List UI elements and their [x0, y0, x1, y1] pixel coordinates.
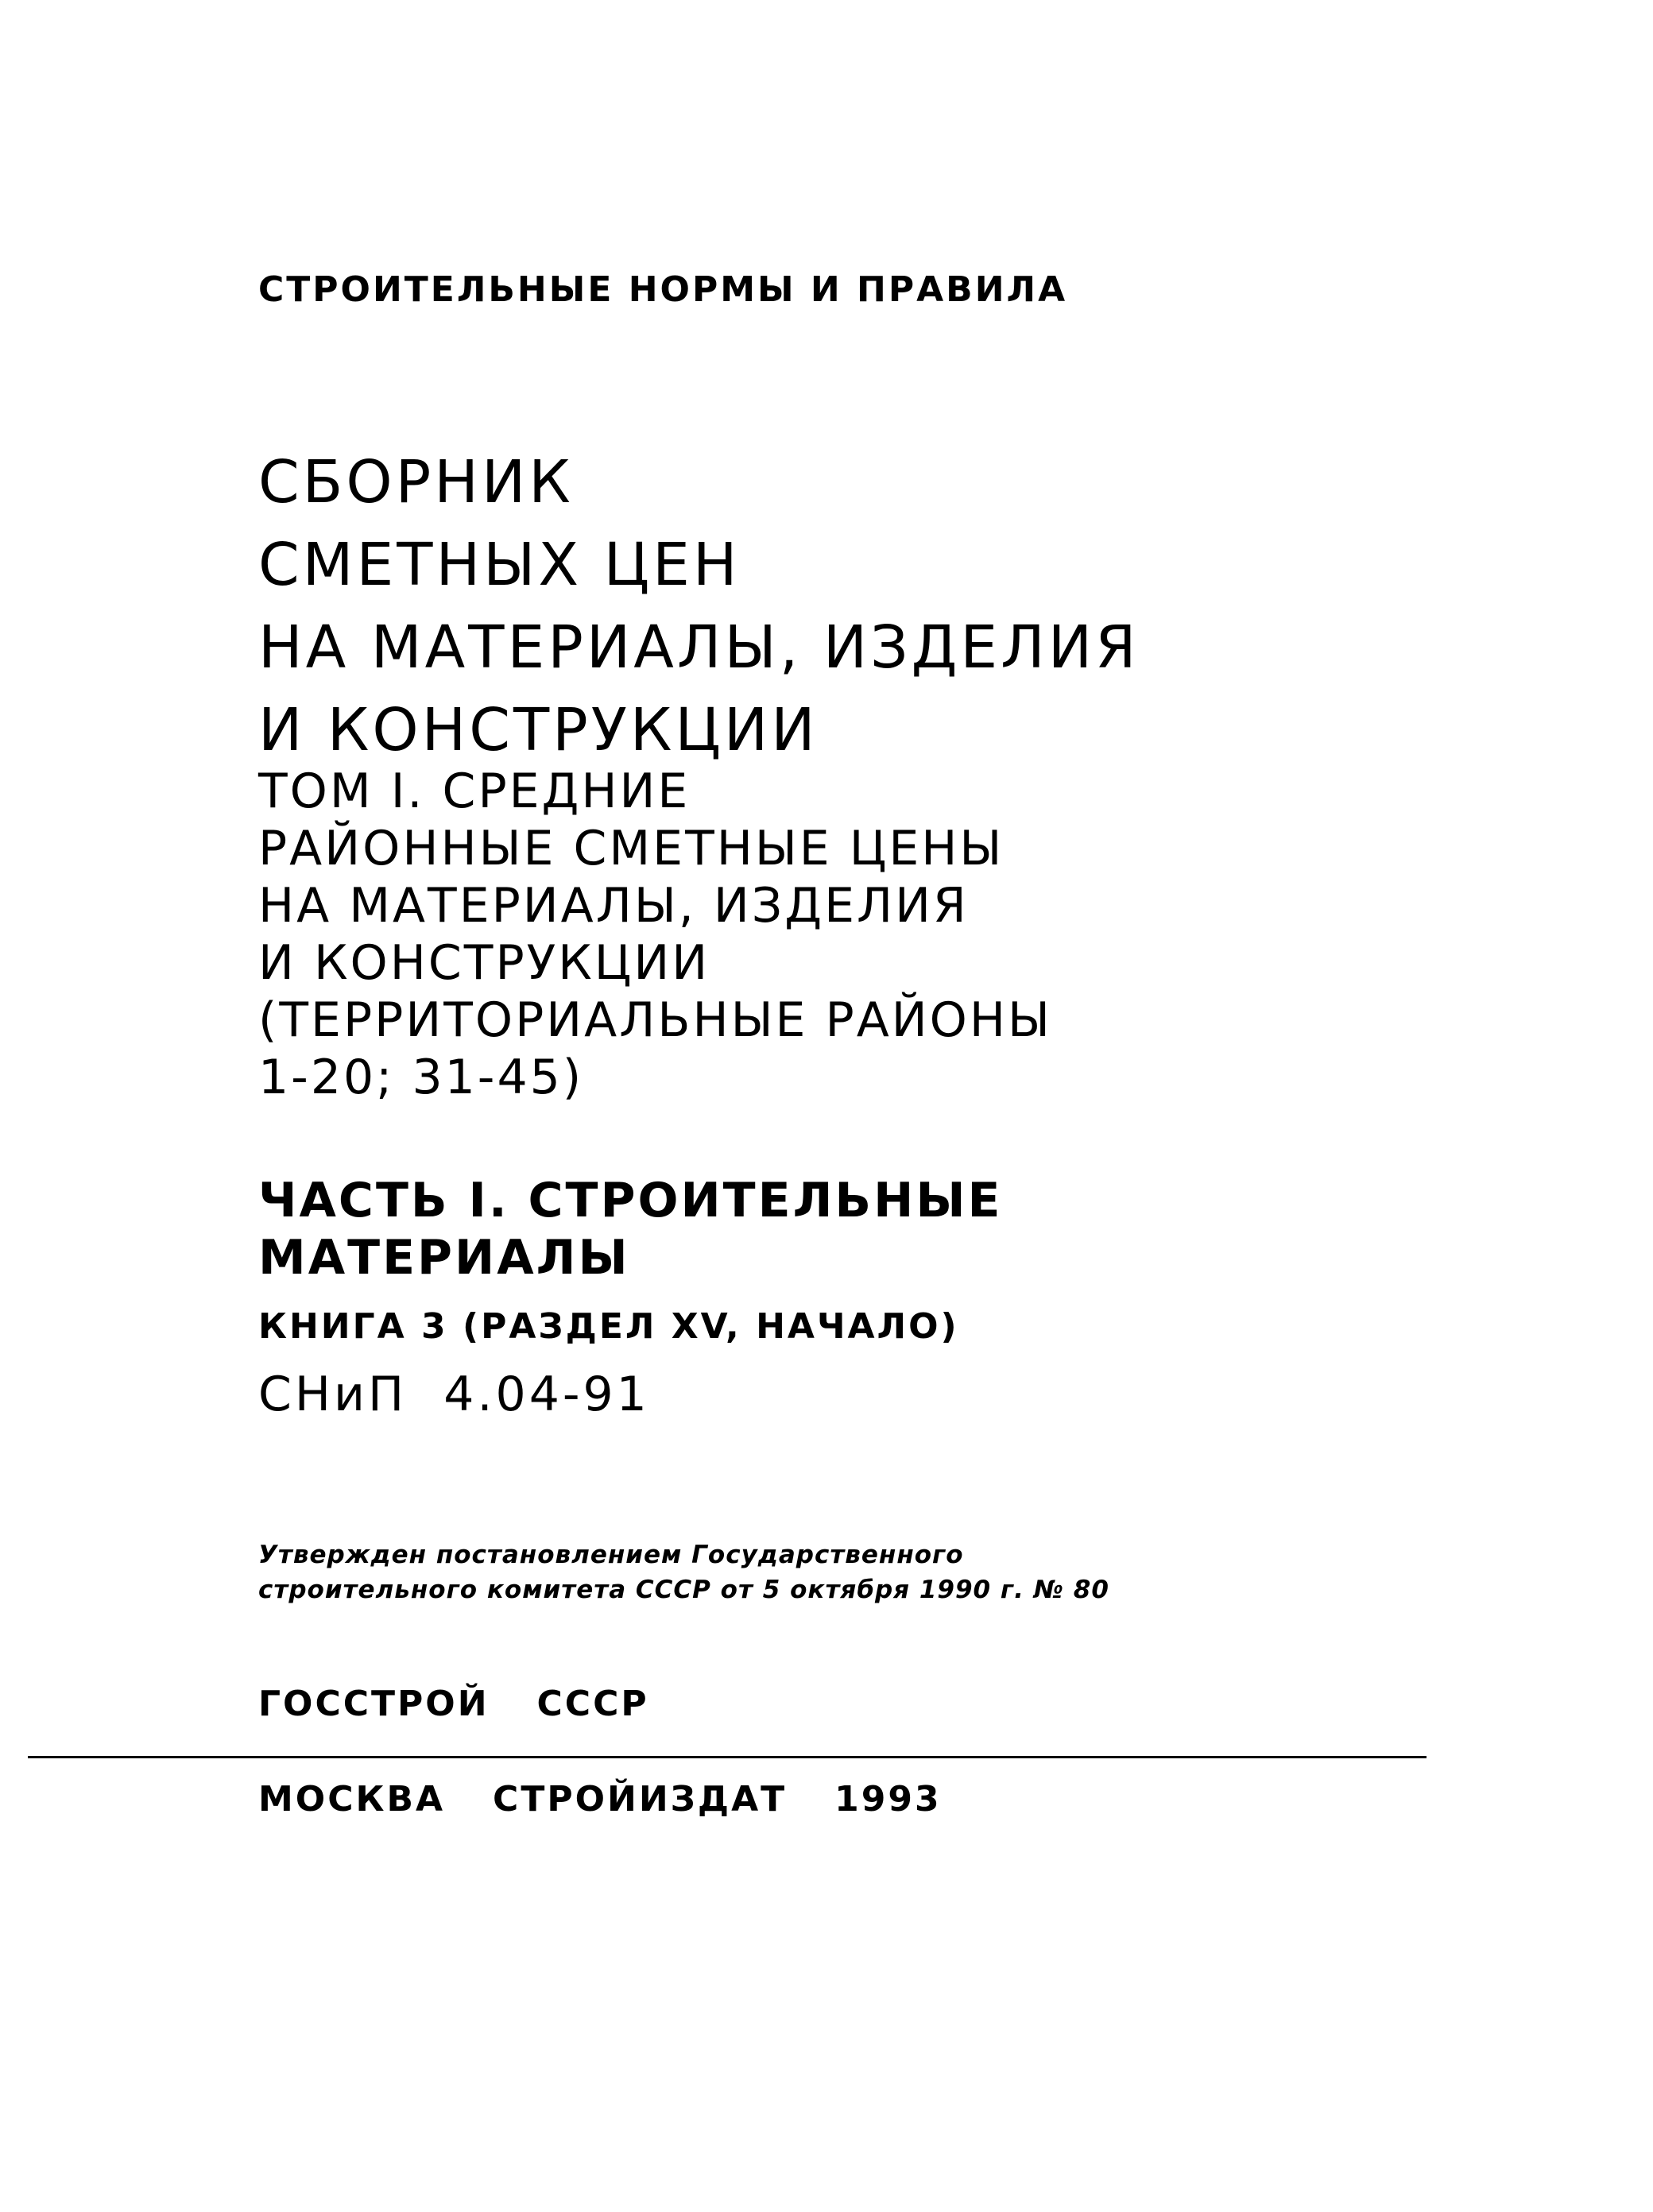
- volume-title-line: НА МАТЕРИАЛЫ, ИЗДЕЛИЯ: [258, 878, 969, 934]
- publisher-org-country: СССР: [536, 1684, 649, 1724]
- imprint-publisher: СТРОЙИЗДАТ: [493, 1779, 788, 1819]
- approval-note-line: Утвержден постановлением Государственного: [258, 1541, 964, 1569]
- main-title-line: И КОНСТРУКЦИИ: [258, 696, 819, 764]
- book-title: КНИГА 3 (РАЗДЕЛ XV, НАЧАЛО): [258, 1306, 959, 1347]
- imprint: [258, 1776, 942, 1823]
- main-title-line: СБОРНИК: [258, 448, 574, 516]
- part-title: [258, 1172, 1003, 1286]
- volume-title-line: И КОНСТРУКЦИИ: [258, 935, 710, 991]
- approval-note-line: строительного комитета СССР от 5 октября 1990 г. № 80: [258, 1576, 1109, 1604]
- imprint-year: 1993: [834, 1779, 942, 1819]
- imprint-city: МОСКВА: [258, 1779, 446, 1819]
- part-title-line: МАТЕРИАЛЫ: [258, 1230, 630, 1286]
- document-code: СНиП 4.04-91: [258, 1367, 650, 1422]
- publisher-org-name: ГОССТРОЙ: [258, 1684, 490, 1724]
- volume-title-line: (ТЕРРИТОРИАЛЬНЫЕ РАЙОНЫ: [258, 992, 1052, 1048]
- volume-title-line: 1-20; 31-45): [258, 1050, 584, 1105]
- volume-title: [258, 763, 1052, 1106]
- series-title: СТРОИТЕЛЬНЫЕ НОРМЫ И ПРАВИЛА: [258, 269, 1068, 310]
- part-title-line: ЧАСТЬ I. СТРОИТЕЛЬНЫЕ: [258, 1173, 1003, 1228]
- approval-note: [258, 1537, 1109, 1607]
- main-title-line: СМЕТНЫХ ЦЕН: [258, 531, 741, 599]
- volume-title-line: ТОМ I. СРЕДНИЕ: [258, 764, 691, 819]
- publisher-org: [258, 1680, 649, 1728]
- main-title: [258, 441, 1140, 771]
- main-title-line: НА МАТЕРИАЛЫ, ИЗДЕЛИЯ: [258, 613, 1140, 682]
- volume-title-line: РАЙОННЫЕ СМЕТНЫЕ ЦЕНЫ: [258, 821, 1005, 876]
- divider: [28, 1756, 1427, 1758]
